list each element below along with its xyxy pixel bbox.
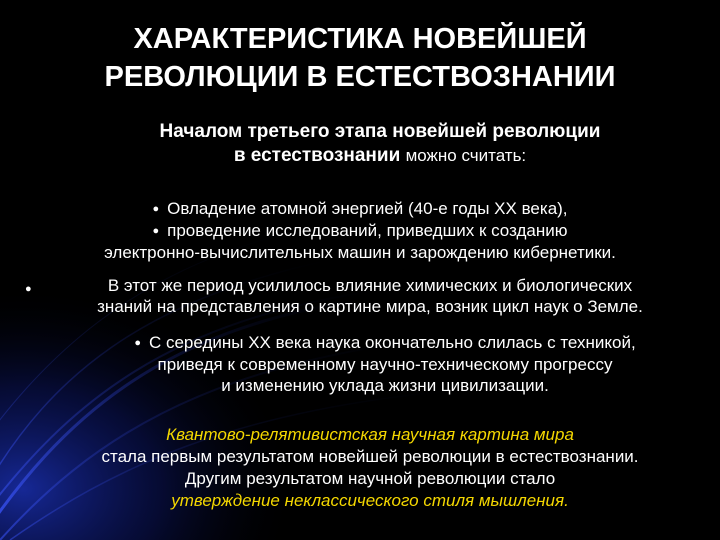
title-line-2: РЕВОЛЮЦИИ В ЕСТЕСТВОЗНАНИИ	[104, 61, 616, 93]
bullet-3-line-3: и изменению уклада жизни цивилизации.	[221, 376, 549, 395]
bullet-icon: ●	[134, 337, 141, 349]
bullet-2-line-2: знаний на представления о картине мира, возник цикл наук о Земле.	[97, 297, 643, 316]
bullet-1-line-1: ● Овладение атомной энергией (40-е годы XX века),	[152, 199, 568, 218]
bullet-icon: ●	[25, 283, 32, 295]
bullet-1-line-2: ● проведение исследований, приведших к созданию	[152, 221, 568, 240]
bullet-2-line-1: В этот же период усилилось влияние химических и биологических	[107, 276, 633, 295]
bullet-item-2	[25, 275, 715, 317]
bullet-icon: ●	[152, 203, 160, 215]
conclusion-line-2: стала первым результатом новейшей революции в естествознании.	[101, 447, 639, 466]
intro-text	[40, 120, 720, 168]
bullet-icon: ●	[152, 225, 160, 237]
slide-title	[0, 20, 720, 96]
conclusion-text	[0, 424, 720, 512]
bullet-item-3	[45, 332, 720, 396]
bullet-3-line-1: ● С середины XX века наука окончательно слилась с техникой,	[134, 333, 636, 352]
intro-line-2-rest: можно считать:	[405, 146, 527, 165]
title-line-1: ХАРАКТЕРИСТИКА НОВЕЙШЕЙ	[133, 23, 587, 55]
intro-line-2-bold: в естествознании	[233, 145, 401, 166]
conclusion-line-3: Другим результатом научной революции стало	[184, 469, 556, 488]
conclusion-line-4: утверждение неклассического стиля мышления.	[171, 491, 569, 510]
conclusion-line-1: Квантово-релятивистская научная картина мира	[166, 425, 574, 444]
bullet-1-line-3: электронно-вычислительных машин и зарождению кибернетики.	[104, 243, 616, 262]
bullet-item-1	[0, 198, 720, 263]
intro-line-1: Началом третьего этапа новейшей революции	[159, 121, 601, 142]
intro-line-2	[40, 144, 720, 168]
bullet-3-line-2: приведя к современному научно-техническому прогрессу	[157, 355, 613, 374]
